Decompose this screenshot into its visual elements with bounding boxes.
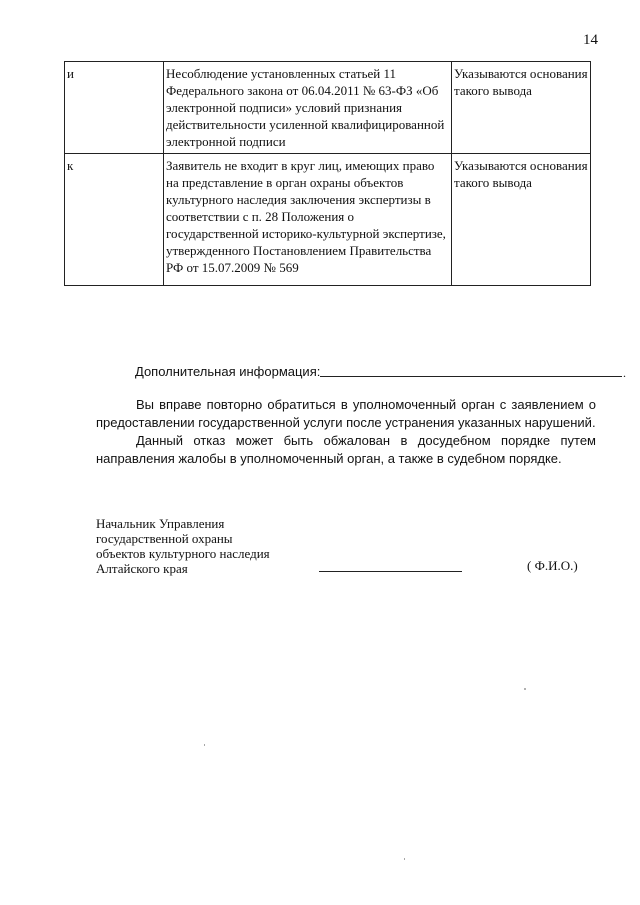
reapply-paragraph: Вы вправе повторно обратиться в уполномоченный орган с заявлением о предоставлении государственной услуги после устранения указанных нарушений. xyxy=(96,397,596,430)
signatory-line: Алтайского края xyxy=(96,561,188,576)
appeal-paragraph: Данный отказ может быть обжалован в досудебном порядке путем направления жалобы в уполномоченный орган, а также в судебном порядке. xyxy=(96,433,596,466)
row-reason: Несоблюдение установленных статьей 11 Федерального закона от 06.04.2011 № 63-ФЗ «Об электронной подписи» условий признания действительности усиленной квалифицированной электронной подписи xyxy=(164,62,452,154)
scan-speck xyxy=(524,688,526,690)
signature-line xyxy=(319,571,462,572)
scan-speck xyxy=(204,744,205,746)
additional-info-trailing-dot: . xyxy=(623,366,626,380)
row-note: Указываются основания такого вывода xyxy=(452,62,591,154)
signatory-line: Начальник Управления xyxy=(96,516,225,531)
table-row xyxy=(65,154,591,286)
scan-speck xyxy=(404,858,405,860)
additional-info-label: Дополнительная информация: xyxy=(135,364,321,379)
fio-placeholder: ( Ф.И.О.) xyxy=(527,558,578,573)
signatory-block xyxy=(96,516,270,576)
row-code: и xyxy=(65,62,164,154)
refusal-reasons-table xyxy=(64,61,591,286)
page-number: 14 xyxy=(583,32,598,48)
signatory-line: объектов культурного наследия xyxy=(96,546,270,561)
row-note: Указываются основания такого вывода xyxy=(452,154,591,286)
table-row xyxy=(65,62,591,154)
signatory-line: государственной охраны xyxy=(96,531,233,546)
row-reason: Заявитель не входит в круг лиц, имеющих право на представление в орган охраны объектов культурного наследия заключения экспертизы в соответствии с п. 28 Положения о государственной историко-культурной экспертизе, утвержденного Постановлением Правительства РФ от 15.07.2009 № 569 xyxy=(164,154,452,286)
additional-info-fill-line xyxy=(320,376,622,377)
row-code: к xyxy=(65,154,164,286)
